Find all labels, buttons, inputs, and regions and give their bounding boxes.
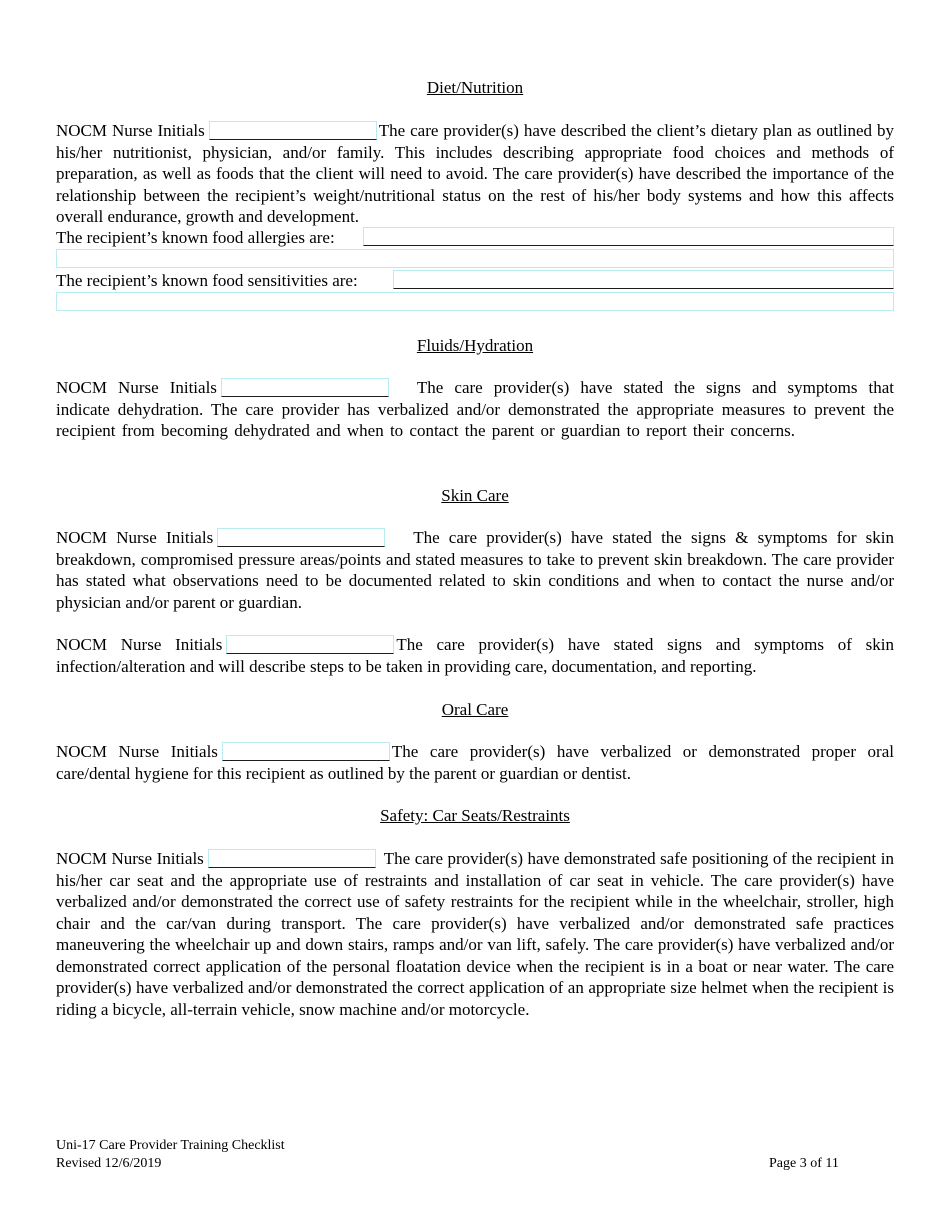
fluids-initials-label: NOCM Nurse Initials <box>56 378 217 397</box>
skin-text-2: The care provider(s) have stated signs and symptoms of skin infection/alteration and will describe steps to be taken in providing care, documentation, and reporting. <box>56 635 894 676</box>
safety-initials-label: NOCM Nurse Initials <box>56 849 204 868</box>
fluids-paragraph <box>56 377 894 442</box>
oral-text: The care provider(s) have verbalized or demonstrated proper oral care/dental hygiene for this recipient as outlined by the parent or guardian or dentist. <box>56 742 894 783</box>
fluids-text: The care provider(s) have stated the signs and symptoms that indicate dehydration. The care provider has verbalized and/or demonstrated the appropriate measures to prevent the recipient from becoming dehydrated and when to contact the parent or guardian to report their concerns. <box>56 378 894 440</box>
diet-paragraph <box>56 120 894 228</box>
allergies-field[interactable] <box>363 227 894 246</box>
skin-initials-label-1: NOCM Nurse Initials <box>56 528 214 547</box>
sensitivities-label: The recipient’s known food sensitivities are: <box>56 271 358 290</box>
sensitivities-field-line-2[interactable] <box>56 292 894 311</box>
allergies-row <box>56 227 894 249</box>
safety-paragraph <box>56 848 894 1020</box>
oral-paragraph <box>56 741 894 784</box>
footer-doc-title: Uni-17 Care Provider Training Checklist <box>56 1138 285 1153</box>
section-heading-skin: Skin Care <box>441 486 509 505</box>
diet-text: The care provider(s) have described the client’s dietary plan as outlined by his/her nutritionist, physician, and/or family. This includes describing appropriate food choices and methods of preparation, as well as foods that the client will need to avoid. The care provider(s) have described the importance of the relationship between the recipient’s weight/nutritional status on the rest of his/her body systems and how this affects overall endurance, growth and development. <box>56 121 894 226</box>
skin-initials-field-2[interactable] <box>226 635 394 654</box>
footer-page-number: Page 3 of 11 <box>769 1156 839 1171</box>
skin-initials-field-1[interactable] <box>217 528 385 547</box>
fluids-initials-field[interactable] <box>221 378 389 397</box>
section-heading-fluids: Fluids/Hydration <box>416 336 534 355</box>
skin-paragraph-2 <box>56 634 894 677</box>
footer-left <box>56 1137 285 1173</box>
safety-text: The care provider(s) have demonstrated safe positioning of the recipient in his/her car seat and the appropriate use of restraints and installation of car seat in vehicle. The care provider(s) have verbalized and/or demonstrated the correct use of safety restraints for the recipient while in the wheelchair, stroller, high chair and the car/van during transport. The care provider(s) have verbalized and/or demonstrated safe practices maneuvering the wheelchair up and down stairs, ramps and/or van lift, safely. The care provider(s) have verbalized and/or demonstrated correct application of the personal floatation device when the recipient is in a boat or near water. The care provider(s) have verbalized and/or demonstrated the correct application of an appropriate size helmet when the recipient is riding a bicycle, all-terrain vehicle, snow machine and/or motorcycle. <box>56 849 894 1019</box>
section-heading-oral: Oral Care <box>441 700 509 719</box>
diet-initials-field[interactable] <box>209 121 377 140</box>
allergies-label: The recipient’s known food allergies are: <box>56 228 335 247</box>
sensitivities-row <box>56 270 894 292</box>
oral-initials-field[interactable] <box>222 742 390 761</box>
safety-initials-field[interactable] <box>208 849 376 868</box>
section-heading-safety: Safety: Car Seats/Restraints <box>380 806 570 825</box>
skin-paragraph-1 <box>56 527 894 613</box>
skin-text-1: The care provider(s) have stated the signs & symptoms for skin breakdown, compromised pressure areas/points and stated measures to take to prevent skin breakdown. The care provider has stated what observations need to be documented related to skin conditions and when to contact the nurse and/or physician and/or parent or guardian. <box>56 528 894 612</box>
allergies-field-line-2[interactable] <box>56 249 894 268</box>
oral-initials-label: NOCM Nurse Initials <box>56 742 218 761</box>
skin-initials-label-2: NOCM Nurse Initials <box>56 635 223 654</box>
diet-initials-label: NOCM Nurse Initials <box>56 121 205 140</box>
sensitivities-field[interactable] <box>393 270 894 289</box>
footer-revised: Revised 12/6/2019 <box>56 1156 162 1171</box>
section-heading-diet: Diet/Nutrition <box>426 78 524 97</box>
